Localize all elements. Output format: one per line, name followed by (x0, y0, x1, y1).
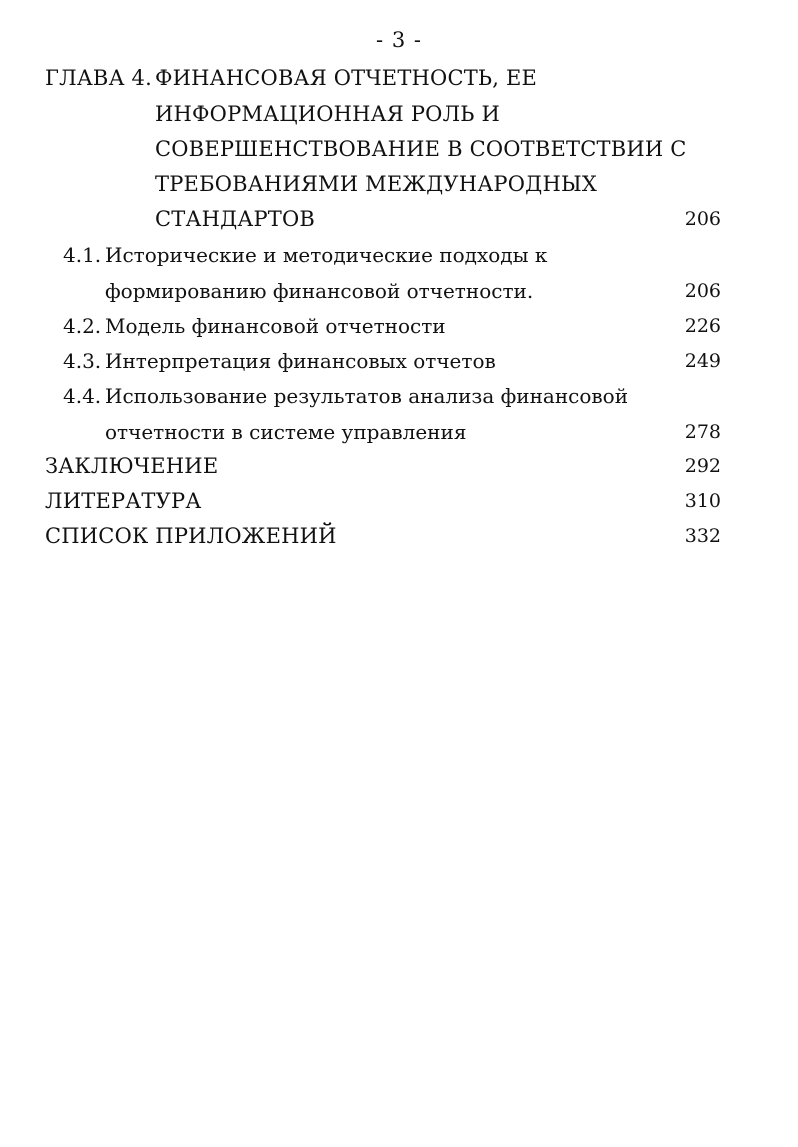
back-matter-page: 332 (684, 525, 721, 547)
back-matter-title: ЗАКЛЮЧЕНИЕ (45, 454, 219, 478)
back-matter-page: 310 (684, 490, 721, 512)
section-number: 4.2. (63, 314, 102, 338)
page-number: - 3 - (376, 28, 422, 52)
chapter-title-line: СТАНДАРТОВ (155, 207, 316, 231)
toc-entry (63, 243, 547, 267)
toc-entry (63, 314, 446, 338)
section-title-line: отчетности в системе управления (105, 420, 467, 444)
chapter-title-line: ФИНАНСОВАЯ ОТЧЕТНОСТЬ, ЕЕ (155, 66, 538, 90)
back-matter-title: СПИСОК ПРИЛОЖЕНИЙ (45, 524, 337, 548)
back-matter-page: 292 (684, 455, 721, 477)
section-number: 4.4. (63, 384, 102, 408)
chapter-title-line: СОВЕРШЕНСТВОВАНИЕ В СООТВЕТСТВИИ С (155, 137, 687, 161)
section-page: 206 (684, 280, 721, 302)
section-title-line: формированию финансовой отчетности. (105, 279, 534, 303)
chapter-label: ГЛАВА 4. (45, 66, 152, 90)
chapter-page: 206 (684, 208, 721, 230)
back-matter-title: ЛИТЕРАТУРА (45, 489, 202, 513)
toc-entry (63, 349, 496, 373)
section-page: 249 (684, 350, 721, 372)
section-title-line: Интерпретация финансовых отчетов (105, 349, 496, 373)
section-page: 278 (684, 421, 721, 443)
chapter-title-line: ИНФОРМАЦИОННАЯ РОЛЬ И (155, 102, 501, 126)
section-page: 226 (684, 315, 721, 337)
section-title-line: Исторические и методические подходы к (105, 243, 548, 267)
toc-entry (63, 384, 628, 408)
section-title-line: Модель финансовой отчетности (105, 314, 446, 338)
chapter-title-line: ТРЕБОВАНИЯМИ МЕЖДУНАРОДНЫХ (155, 172, 597, 196)
section-number: 4.1. (63, 243, 102, 267)
section-number: 4.3. (63, 349, 102, 373)
section-title-line: Использование результатов анализа финансовой (105, 384, 629, 408)
